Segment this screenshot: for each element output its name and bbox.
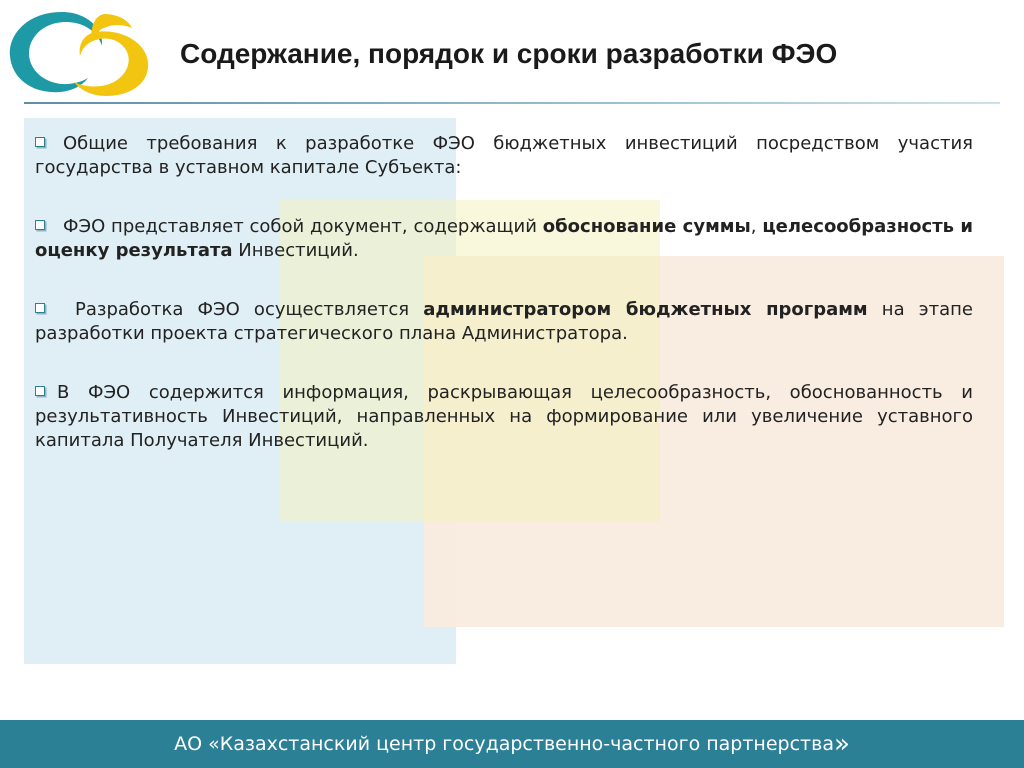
page-title: Содержание, порядок и сроки разработки ФЭО (180, 38, 838, 69)
bullet-list (35, 132, 973, 488)
list-item (35, 381, 973, 453)
square-bullet-icon (35, 386, 45, 396)
bullet-text: Общие требования к разработке ФЭО бюджетных инвестиций посредством участия государства в уставном капитале Субъекта: (35, 133, 973, 178)
list-item (35, 132, 973, 180)
bullet-text: на этапе разработки проекта стратегического плана Администратора. (35, 299, 973, 344)
logo-icon (8, 6, 150, 98)
bullet-text: ФЭО представляет собой документ, содержащий (63, 216, 543, 237)
logo-gold-swoosh (74, 31, 148, 96)
bullet-text: , (750, 216, 763, 237)
bullet-text: В ФЭО содержится информация, раскрывающая целесообразность, обоснованность и результативность Инвестиций, направленных на формирование или увеличение уставного капитала Получателя Инвестиций. (35, 382, 973, 451)
bullet-bold-text: администратором бюджетных программ (423, 299, 868, 320)
title-divider (24, 102, 1000, 104)
list-item (35, 215, 973, 263)
bullet-bold-text: обоснование суммы (542, 216, 751, 237)
square-bullet-icon (35, 303, 45, 313)
footer-text: АО «Казахстанский центр государственно-частного партнерства (174, 733, 834, 755)
bullet-bold-text: целесообразность и оценку результата (35, 216, 973, 261)
square-bullet-icon (35, 220, 45, 230)
footer-bar (0, 720, 1024, 768)
list-item (35, 298, 973, 346)
square-bullet-icon (35, 137, 45, 147)
bullet-text: Инвестиций. (232, 240, 359, 261)
footer-closing-quote: » (833, 729, 850, 759)
bullet-text: Разработка ФЭО осуществляется (75, 299, 424, 320)
logo-teal-swoosh (10, 12, 102, 92)
